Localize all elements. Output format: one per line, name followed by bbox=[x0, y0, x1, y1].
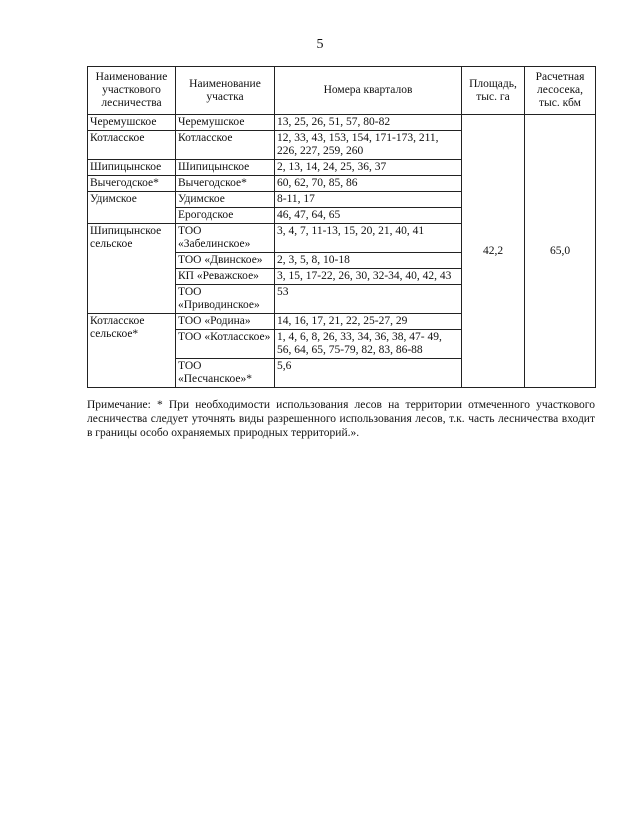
header-section: Наименование участка bbox=[176, 67, 275, 115]
section-cell: Котласское bbox=[176, 131, 275, 160]
header-quarters: Номера кварталов bbox=[275, 67, 462, 115]
forest-table bbox=[87, 66, 596, 388]
section-cell: ТОО «Двинское» bbox=[176, 253, 275, 269]
quarters-cell: 8-11, 17 bbox=[275, 192, 462, 208]
page-number: 5 bbox=[316, 37, 324, 52]
quarters-cell: 14, 16, 17, 21, 22, 25-27, 29 bbox=[275, 314, 462, 330]
section-cell: Ерогодское bbox=[176, 208, 275, 224]
quarters-cell: 53 bbox=[275, 285, 462, 314]
section-cell: Шипицынское bbox=[176, 160, 275, 176]
footnote: Примечание: * При необходимости использования лесов на территории отмеченного участкового лесничества следует уточнять виды разрешенного использования лесов, т.к. часть лесничества входит в границы особо охраняемых природных территорий.». bbox=[87, 399, 595, 439]
table-header-row bbox=[88, 67, 596, 115]
section-cell: Черемушское bbox=[176, 115, 275, 131]
forestry-cell: Черемушское bbox=[88, 115, 176, 131]
quarters-cell: 3, 15, 17-22, 26, 30, 32-34, 40, 42, 43 bbox=[275, 269, 462, 285]
forestry-cell: Котласское bbox=[88, 131, 176, 160]
section-cell: Удимское bbox=[176, 192, 275, 208]
quarters-cell: 12, 33, 43, 153, 154, 171-173, 211, 226, 227, 259, 260 bbox=[275, 131, 462, 160]
forestry-cell: Вычегодское* bbox=[88, 176, 176, 192]
quarters-cell: 60, 62, 70, 85, 86 bbox=[275, 176, 462, 192]
section-cell: КП «Реважское» bbox=[176, 269, 275, 285]
section-cell: Вычегодское* bbox=[176, 176, 275, 192]
area-cell: 42,2 bbox=[462, 115, 525, 388]
header-forestry: Наименование участкового лесничества bbox=[88, 67, 176, 115]
section-cell: ТОО «Родина» bbox=[176, 314, 275, 330]
quarters-cell: 2, 13, 14, 24, 25, 36, 37 bbox=[275, 160, 462, 176]
section-cell: ТОО «Приводинское» bbox=[176, 285, 275, 314]
quarters-cell: 46, 47, 64, 65 bbox=[275, 208, 462, 224]
quarters-cell: 2, 3, 5, 8, 10-18 bbox=[275, 253, 462, 269]
forestry-cell: Удимское bbox=[88, 192, 176, 224]
forestry-cell: Шипицынское bbox=[88, 160, 176, 176]
quarters-cell: 1, 4, 6, 8, 26, 33, 34, 36, 38, 47- 49, 56, 64, 65, 75-79, 82, 83, 86-88 bbox=[275, 330, 462, 359]
forestry-cell: Котласское сельское* bbox=[88, 314, 176, 388]
table-row bbox=[88, 115, 596, 131]
quarters-cell: 3, 4, 7, 11-13, 15, 20, 21, 40, 41 bbox=[275, 224, 462, 253]
cutting-cell: 65,0 bbox=[525, 115, 596, 388]
section-cell: ТОО «Забелинское» bbox=[176, 224, 275, 253]
section-cell: ТОО «Песчанское»* bbox=[176, 359, 275, 388]
quarters-cell: 5,6 bbox=[275, 359, 462, 388]
forestry-cell: Шипицынское сельское bbox=[88, 224, 176, 314]
quarters-cell: 13, 25, 26, 51, 57, 80-82 bbox=[275, 115, 462, 131]
header-cutting: Расчетная лесосека, тыс. кбм bbox=[525, 67, 596, 115]
section-cell: ТОО «Котласское» bbox=[176, 330, 275, 359]
header-area: Площадь, тыс. га bbox=[462, 67, 525, 115]
